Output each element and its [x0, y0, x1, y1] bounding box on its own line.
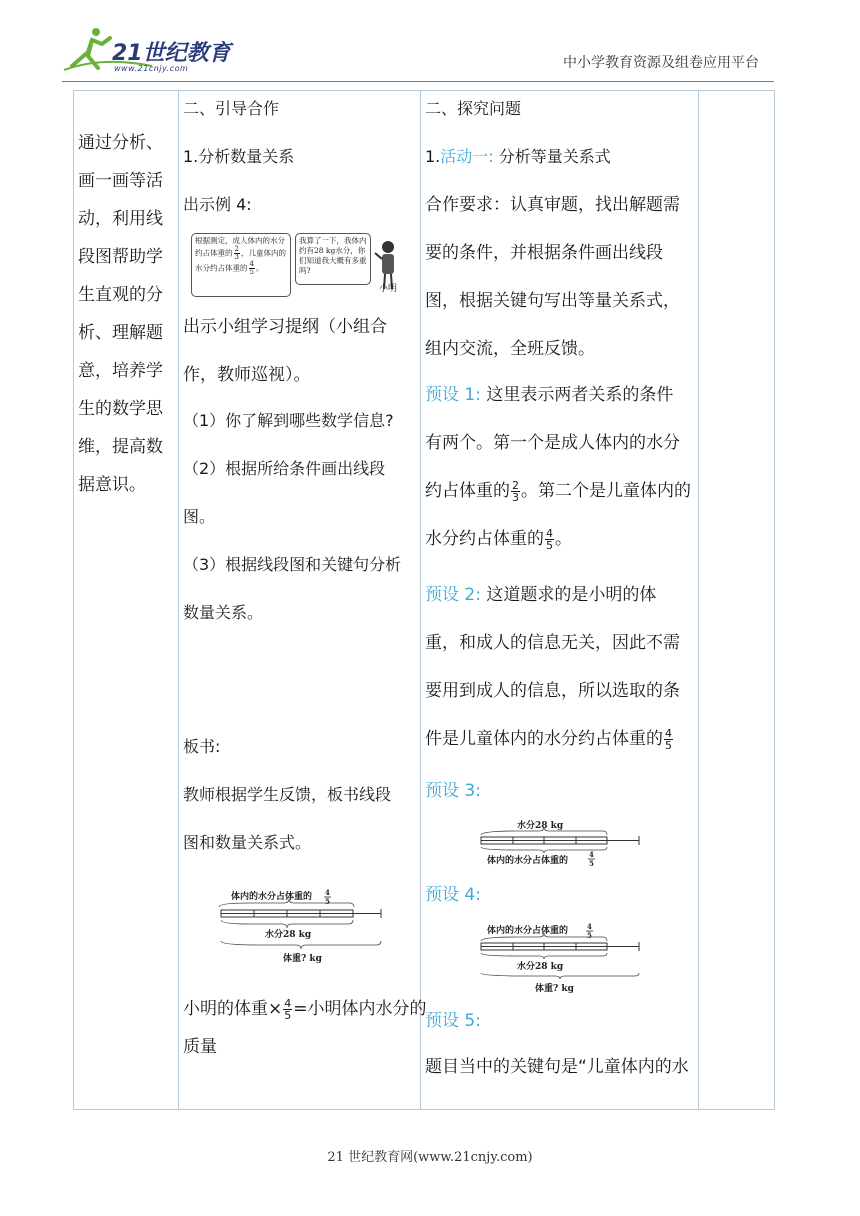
activity-line: 1.活动一: 分析等量关系式 [425, 147, 611, 166]
student-column [421, 91, 698, 1109]
intent-line: 生直观的分 [78, 285, 163, 305]
outline-line: 出示小组学习提纲（小组合 [183, 317, 387, 337]
intent-line: 画一画等活 [78, 171, 163, 191]
teacher-heading: 二、引导合作 [183, 99, 280, 118]
intent-line: 据意识。 [78, 475, 146, 495]
boy-label: 小明 [379, 284, 398, 294]
preset-1-line: 水分约占体重的 $\frac{4}{5}$ 。 [425, 526, 572, 552]
lesson-table [73, 90, 775, 1110]
requirement-line: 组内交流，全班反馈。 [425, 339, 595, 359]
svg-text:水分28 kg: 水分28 kg [265, 930, 312, 940]
board-label: 板书: [183, 737, 221, 756]
preset-4-label: 预设 4: [425, 885, 481, 905]
preset-1-line: 约占体重的 $\frac{2}{3}$ 。第二个是儿童体内的 [425, 478, 691, 504]
preset-3-label: 预设 3: [425, 781, 481, 801]
intent-line: 析、理解题 [78, 323, 163, 343]
svg-text:体内的水分占体重的: 体内的水分占体重的 [487, 856, 569, 866]
question-2: （2）根据所给条件画出线段 [183, 459, 386, 478]
intent-line: 段图帮助学 [78, 247, 163, 267]
intent-line: 通过分析、 [78, 133, 163, 153]
column-divider [698, 91, 699, 1109]
platform-title: 中小学教育资源及组卷应用平台 [563, 55, 759, 71]
question-1: （1）你了解到哪些数学信息? [183, 411, 394, 430]
question-3-cont: 数量关系。 [183, 603, 264, 622]
preset-2-line: 重，和成人的信息无关，因此不需 [425, 633, 680, 653]
svg-text:体内的水分占体重的: 体内的水分占体重的 [487, 926, 569, 936]
svg-text:5: 5 [589, 859, 594, 867]
svg-text:水分28 kg: 水分28 kg [517, 821, 564, 831]
teacher-subheading: 1.分析数量关系 [183, 147, 295, 166]
intent-line: 维，提高数 [78, 437, 163, 457]
intent-column [74, 91, 178, 1109]
board-line: 图和数量关系式。 [183, 833, 312, 852]
svg-text:4: 4 [587, 922, 592, 931]
requirement-line: 合作要求：认真审题，找出解题需 [425, 195, 680, 215]
requirement-line: 要的条件，并根据条件画出线段 [425, 243, 663, 263]
logo-text: 21世纪教育 [112, 41, 231, 66]
formula-line: 小明的体重× $\frac{4}{5}$ =小明体内水分的 [183, 996, 427, 1022]
preset-2-line: 要用到成人的信息，所以选取的条 [425, 681, 680, 701]
svg-text:水分28 kg: 水分28 kg [517, 962, 564, 972]
page-footer: 21 世纪教育网(www.21cnjy.com) [327, 1150, 533, 1165]
board-line: 教师根据学生反馈，板书线段 [183, 785, 392, 804]
svg-text:体重? kg: 体重? kg [535, 984, 574, 994]
svg-text:5: 5 [587, 931, 592, 940]
svg-text:4: 4 [325, 888, 330, 897]
requirement-line: 图，根据关键句写出等量关系式， [425, 291, 680, 311]
formula-line-cont: 质量 [183, 1037, 217, 1057]
page-header [0, 0, 860, 88]
outline-line: 作，教师巡视）。 [183, 365, 311, 385]
header-divider [62, 81, 774, 82]
question-3: （3）根据线段图和关键句分析 [183, 555, 402, 574]
student-heading: 二、探究问题 [425, 99, 522, 118]
preset-3-diagram [477, 817, 643, 867]
svg-text:5: 5 [325, 897, 330, 906]
preset-1-line: 有两个。第一个是成人体内的水分 [425, 433, 680, 453]
teacher-column [179, 91, 427, 1109]
bubble-xiaoming: 我算了一下，我体内约有28 kg水分，你们知道我大概有多重吗? [295, 233, 371, 285]
question-2-cont: 图。 [183, 507, 216, 526]
preset-5-label: 预设 5: [425, 1011, 481, 1031]
preset-1: 预设 1: 这里表示两者关系的条件 [425, 385, 674, 405]
svg-text:体内的水分占体重的: 体内的水分占体重的 [231, 892, 313, 902]
preset-2: 预设 2: 这道题求的是小明的体 [425, 585, 657, 605]
bubble-adult-info: 根据测定，成人体内的水分约占体重的 $\frac{2}{3}$ ，儿童体内的水分约占体重的 $\frac{4}{5}$ 。 [191, 233, 291, 297]
preset-2-line: 件是儿童体内的水分约占体重的 $\frac{4}{5}$ [425, 726, 672, 752]
intent-line: 意，培养学 [78, 361, 163, 381]
example-label: 出示例 4: [183, 195, 252, 214]
svg-text:体重? kg: 体重? kg [283, 954, 322, 964]
intent-line: 动，利用线 [78, 209, 163, 229]
board-segment-diagram [209, 887, 389, 969]
svg-text:4: 4 [589, 850, 594, 859]
intent-line: 生的数学思 [78, 399, 163, 419]
preset-5-line: 题目当中的关键句是“儿童体内的水 [425, 1057, 689, 1077]
preset-4-diagram [477, 921, 643, 997]
logo-url: www.21cnjy.com [114, 64, 189, 73]
